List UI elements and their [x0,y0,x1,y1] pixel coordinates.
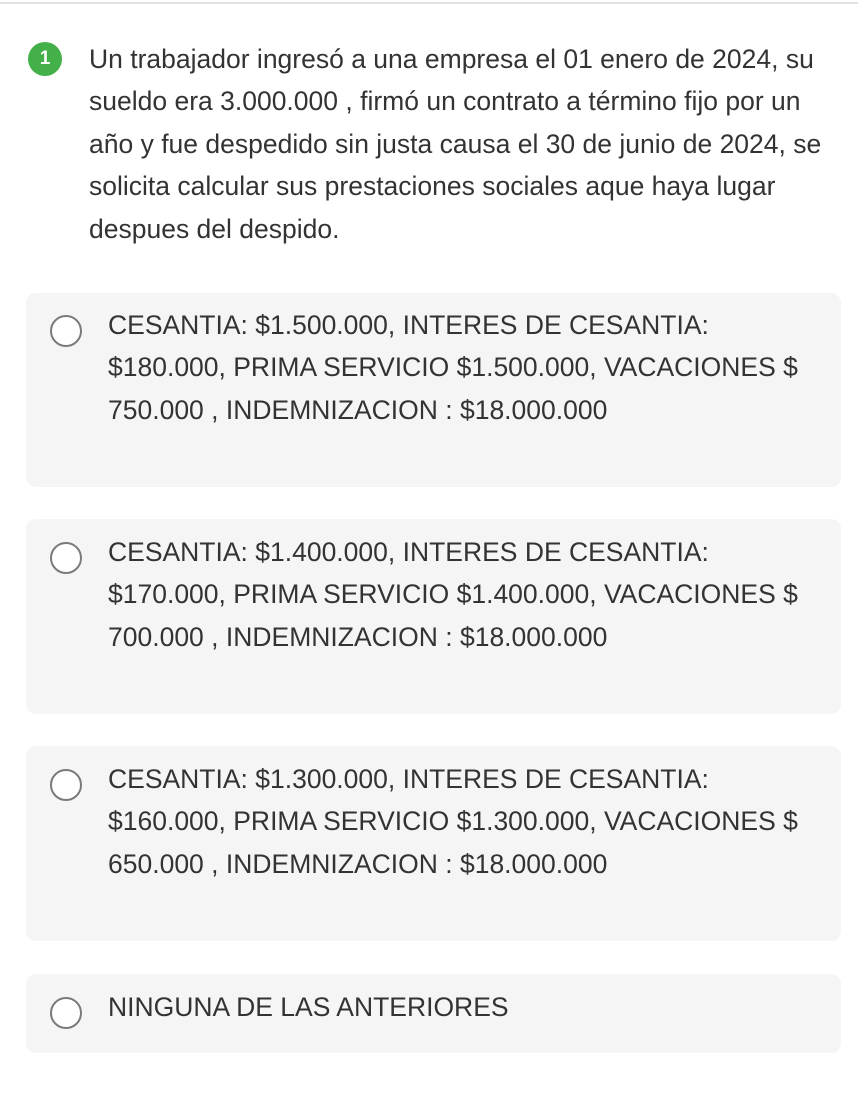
radio-button-icon[interactable] [50,542,82,574]
radio-button-icon[interactable] [50,769,82,801]
radio-button-icon[interactable] [50,997,82,1029]
question-number-badge: 1 [28,42,62,76]
answer-option-1[interactable] [26,293,841,487]
answer-option-label: CESANTIA: $1.500.000, INTERES DE CESANTIA: $180.000, PRIMA SERVICIO $1.500.000, VACACIONES $ 750.000 , INDEMNIZACION : $18.000.000 [108,310,798,425]
top-divider [0,2,858,4]
answer-option-label: CESANTIA: $1.400.000, INTERES DE CESANTIA: $170.000, PRIMA SERVICIO $1.400.000, VACACIONES $ 700.000 , INDEMNIZACION : $18.000.000 [108,537,798,652]
question-text: Un trabajador ingresó a una empresa el 01 enero de 2024, su sueldo era 3.000.000 , firmó un contrato a término fijo por un año y fue despedido sin justa causa el 30 de junio de 2024, se solicita calcular sus prestaciones sociales aque haya lugar despues del despido. [89,44,822,244]
answer-option-label: NINGUNA DE LAS ANTERIORES [108,992,509,1022]
radio-button-icon[interactable] [50,315,82,347]
answer-option-3[interactable] [26,746,841,941]
question-block [28,38,848,250]
answer-option-label: CESANTIA: $1.300.000, INTERES DE CESANTIA: $160.000, PRIMA SERVICIO $1.300.000, VACACIONES $ 650.000 , INDEMNIZACION : $18.000.000 [108,764,798,879]
answer-option-4[interactable] [26,974,841,1053]
answer-option-2[interactable] [26,519,841,714]
